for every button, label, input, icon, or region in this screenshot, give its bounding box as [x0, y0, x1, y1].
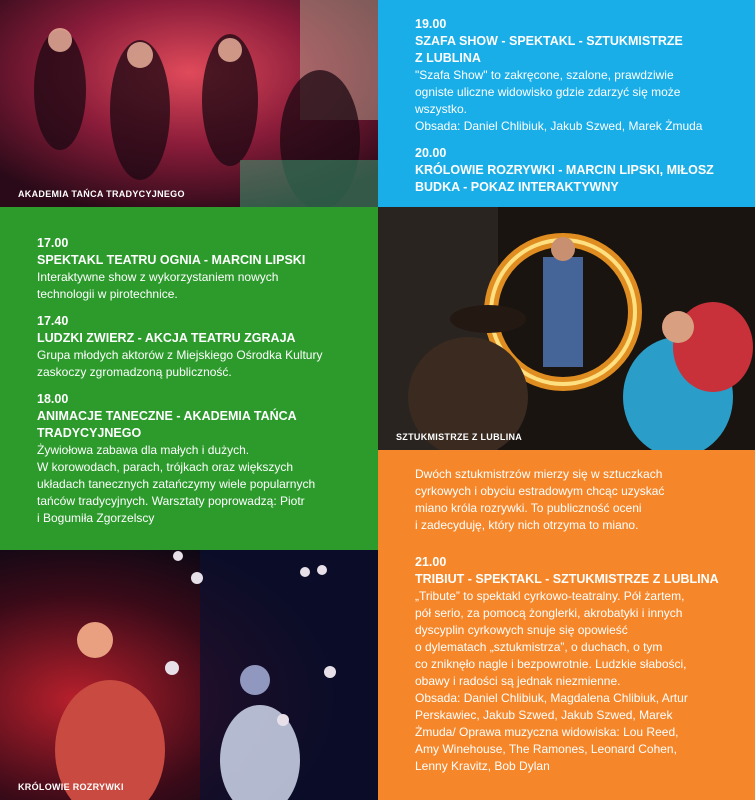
- photo-caption: KRÓLOWIE ROZRYWKI: [18, 782, 124, 792]
- schedule-panel-orange: [378, 450, 755, 800]
- event-time: 20.00: [415, 146, 447, 160]
- event-1900: [415, 16, 741, 135]
- event-title: LUDZKI ZWIERZ - AKCJA TEATRU ZGRAJA: [37, 331, 296, 345]
- event-title: TRIBIUT - SPEKTAKL - SZTUKMISTRZE Z LUBLINA: [415, 572, 719, 586]
- schedule-panel-green: [0, 207, 378, 550]
- dance-photo-image: [0, 0, 378, 207]
- photo-dance: [0, 0, 378, 207]
- event-time: 18.00: [37, 392, 69, 406]
- event-time: 21.00: [415, 555, 447, 569]
- event-1740: [37, 313, 366, 381]
- event-1700: [37, 235, 366, 303]
- event-title: KRÓLOWIE ROZRYWKI - MARCIN LIPSKI, MIŁOSZ BUDKA - POKAZ INTERAKTYWNY: [415, 163, 714, 194]
- event-2000: [415, 145, 741, 196]
- event-description: Żywiołowa zabawa dla małych i dużych. W korowodach, parach, trójkach oraz większych układach tanecznych zatańczymy wiele popularnych tańców tradycyjnych. Warsztaty poprowadzą: Piotr i Bogumiła Zgorzelscy: [37, 443, 316, 525]
- photo-jugglers: [0, 550, 378, 800]
- event-title: SPEKTAKL TEATRU OGNIA - MARCIN LIPSKI: [37, 253, 306, 267]
- fire-photo-image: [378, 207, 755, 450]
- event-1800: [37, 391, 366, 527]
- schedule-panel-blue: [378, 0, 755, 207]
- event-intro: Dwóch sztukmistrzów mierzy się w sztuczkach cyrkowych i obyciu estradowym chcąc uzyskać miano króla rozrywki. To publiczność oceni i zadecyduję, który nich otrzyma to miano.: [415, 467, 665, 532]
- event-description: Grupa młodych aktorów z Miejskiego Ośrodka Kultury zaskoczy zgromadzoną publiczność.: [37, 348, 323, 379]
- event-description: "Szafa Show" to zakręcone, szalone, prawdziwie ogniste uliczne widowisko gdzie zdarzyć się może wszystko. Obsada: Daniel Chlibiuk, Jakub Szwed, Marek Żmuda: [415, 68, 703, 133]
- photo-fire: [378, 207, 755, 450]
- event-2100: [415, 554, 741, 775]
- event-description: „Tribute” to spektakl cyrkowo-teatralny. Pół żartem, pół serio, za pomocą żonglerki, akrobatyki i innych dyscyplin cyrkowych snuje się opowieść o dylematach „sztukmistrza”, o duchach, o tym co zniknęło nagle i bezpowrotnie. Ludzkie słabości, obawy i radości są jednak niezmienne. Obsada: Daniel Chlibiuk, Magdalena Chlibiuk, Artur Perskawiec, Jakub Szwed, Jakub Szwed, Marek Żmuda/ Oprawa muzyczna widowiska: Lou Reed, Amy Winehouse, The Ramones, Leonard Cohen, Lenny Kravitz, Bob Dylan: [415, 589, 688, 773]
- jugglers-photo-image: [0, 550, 378, 800]
- event-title: SZAFA SHOW - SPEKTAKL - SZTUKMISTRZE Z LUBLINA: [415, 34, 683, 65]
- event-title: ANIMACJE TANECZNE - AKADEMIA TAŃCA TRADYCYJNEGO: [37, 409, 297, 440]
- event-time: 19.00: [415, 17, 447, 31]
- event-description: Interaktywne show z wykorzystaniem nowych technologii w pirotechnice.: [37, 270, 279, 301]
- event-time: 17.00: [37, 236, 69, 250]
- photo-caption: AKADEMIA TAŃCA TRADYCYJNEGO: [18, 189, 185, 199]
- event-time: 17.40: [37, 314, 69, 328]
- photo-caption: SZTUKMISTRZE Z LUBLINA: [396, 432, 523, 442]
